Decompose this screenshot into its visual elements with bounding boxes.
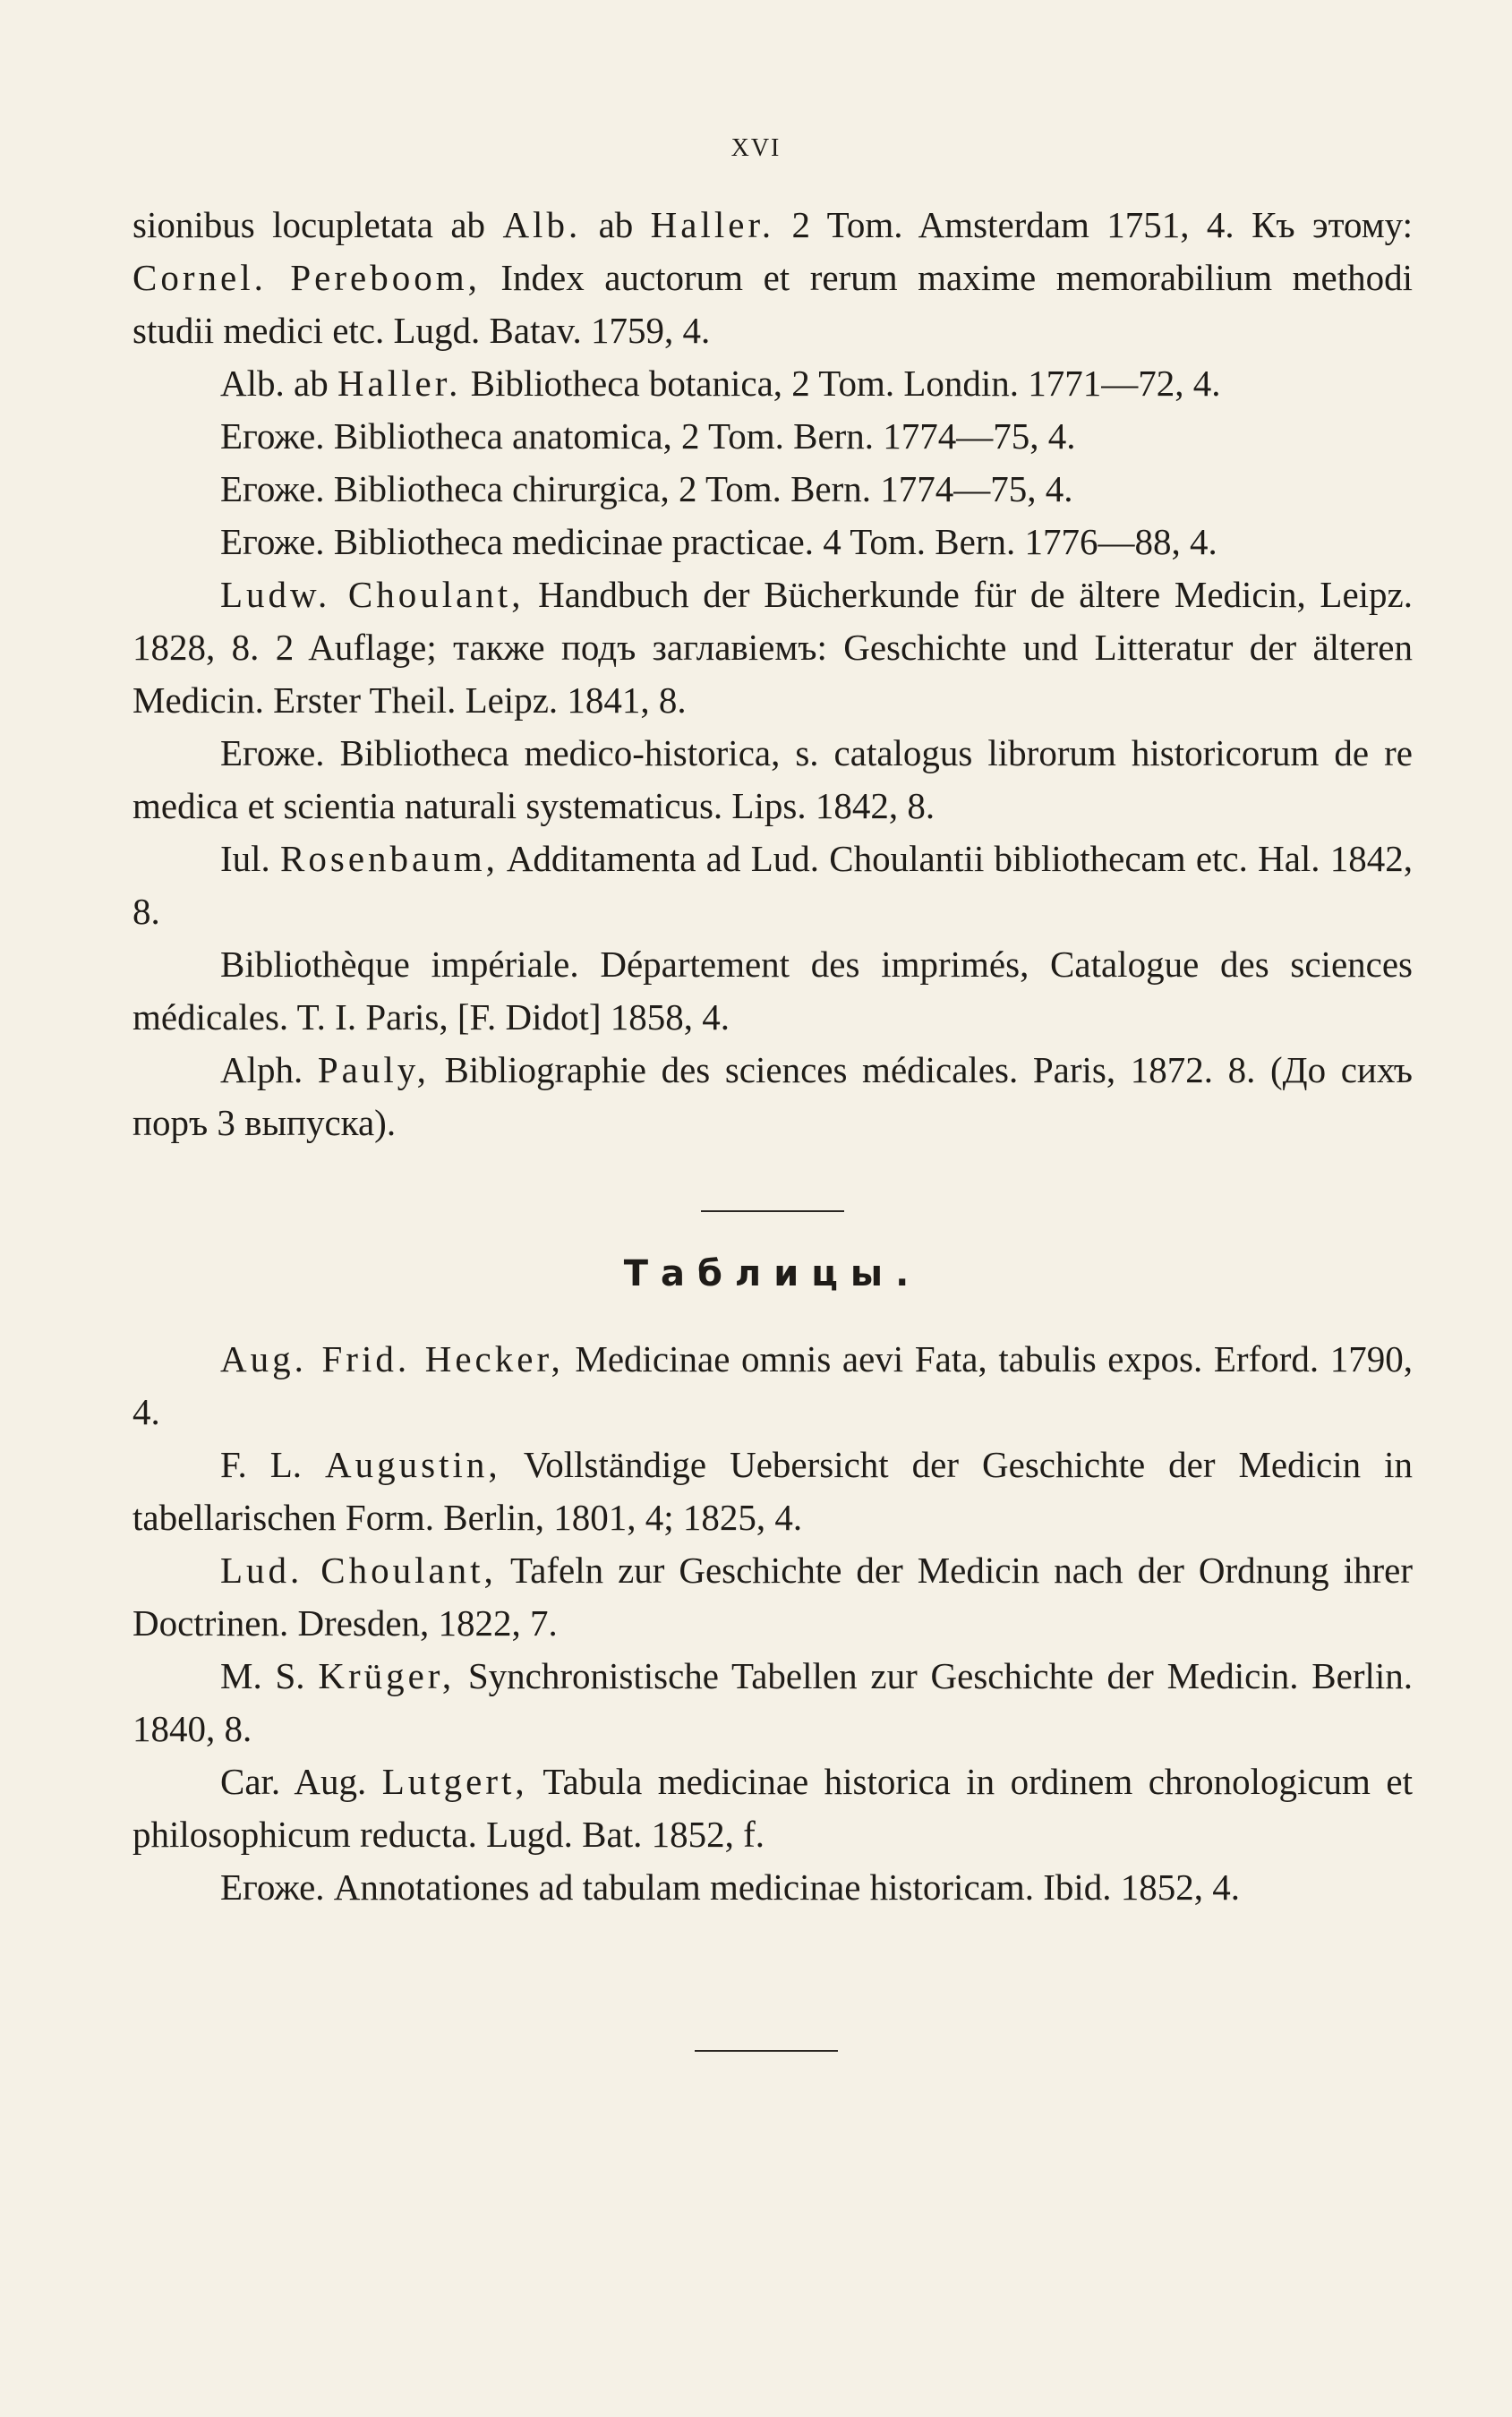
page-body: [132, 199, 1413, 1914]
entry-text: Additamenta ad Lud. Choulantii bibliothecam etc. Hal. 1842, 8.: [132, 838, 1413, 932]
bibliography-entry: [132, 1439, 1413, 1544]
entry-text: Alph.: [220, 1049, 318, 1090]
author-name: Alb.: [502, 204, 582, 245]
entry-text: Car. Aug.: [220, 1761, 382, 1802]
bibliography-entry: [132, 1544, 1413, 1650]
end-divider: [695, 2050, 838, 2052]
entry-text: Егоже. Bibliotheca medicinae practicae. 4 Tom. Bern. 1776—88, 4.: [220, 521, 1217, 562]
section-divider: [701, 1210, 844, 1212]
entry-text: 2 Tom. Amsterdam 1751, 4. Къ этому:: [774, 204, 1413, 245]
entry-text: Егоже. Bibliotheca medico-historica, s. catalogus librorum historicorum de re medica et scientia naturali systematicus. Lips. 1842, 8.: [132, 732, 1413, 826]
entry-text: Tafeln zur Geschichte der Medicin nach der Ordnung ihrer Doctrinen. Dresden, 1822, 7.: [132, 1550, 1413, 1644]
section-title: Таблицы.: [623, 1253, 922, 1294]
entry-text: ab: [581, 204, 651, 245]
bibliography-entry: [132, 1861, 1413, 1914]
entry-text: Егоже. Bibliotheca chirurgica, 2 Tom. Bern. 1774—75, 4.: [220, 468, 1073, 509]
author-name: Lud. Choulant,: [220, 1550, 497, 1591]
bibliography-entry: [132, 1755, 1413, 1861]
bibliography-entry: [132, 938, 1413, 1044]
bibliography-entry: [132, 357, 1413, 410]
bibliography-entry: [132, 833, 1413, 938]
bibliography-entry: [132, 568, 1413, 727]
entry-text: Bibliotheca botanica, 2 Tom. Londin. 1771—72, 4.: [461, 363, 1221, 404]
entry-text: F. L.: [220, 1444, 326, 1485]
entry-text: Handbuch der Bücherkunde für de ältere Medicin, Leipz. 1828, 8. 2 Auflage; также подъ заглавіемъ: Geschichte und Litteratur der älteren Medicin. Erster Theil. Leipz. 1841, 8.: [132, 574, 1413, 721]
author-name: Augustin,: [325, 1444, 501, 1485]
entry-text: Bibliothèque impériale. Département des imprimés, Catalogue des sciences médicales. T. I. Paris, [F. Didot] 1858, 4.: [132, 944, 1413, 1038]
entry-text: sionibus locupletata ab: [132, 204, 503, 245]
author-name: Haller.: [337, 363, 462, 404]
entry-text: Vollständige Uebersicht der Geschichte der Medicin in tabellarischen Form. Berlin, 1801, 4; 1825, 4.: [132, 1444, 1413, 1538]
bibliography-entry: [132, 516, 1413, 568]
author-name: Krüger,: [318, 1655, 456, 1696]
bibliography-entry: [132, 463, 1413, 516]
author-name: Ludw. Choulant,: [220, 574, 525, 615]
entry-text: Synchronistische Tabellen zur Geschichte der Medicin. Berlin. 1840, 8.: [132, 1655, 1413, 1749]
author-name: Haller.: [650, 204, 775, 245]
bibliography-entry: [132, 199, 1413, 357]
author-name: Aug. Frid. Hecker,: [220, 1338, 564, 1379]
entry-text: Егоже. Bibliotheca anatomica, 2 Tom. Bern. 1774—75, 4.: [220, 415, 1076, 457]
author-name: Lutgert,: [381, 1761, 528, 1802]
author-name: Rosenbaum,: [280, 838, 499, 879]
page-number: XVI: [730, 134, 782, 162]
bibliography-entry: [132, 410, 1413, 463]
bibliography-section: [132, 199, 1413, 1149]
entry-text: Iul.: [220, 838, 281, 879]
bibliography-entry: [132, 1333, 1413, 1439]
bibliography-entry: [132, 727, 1413, 833]
entry-text: Index auctorum et rerum maxime memorabilium methodi studii medici etc. Lugd. Batav. 1759, 4.: [132, 257, 1413, 351]
entry-text: M. S.: [220, 1655, 319, 1696]
entry-text: Bibliographie des sciences médicales. Paris, 1872. 8. (До сихъ поръ 3 выпуска).: [132, 1049, 1413, 1143]
entry-text: Medicinae omnis aevi Fata, tabulis expos. Erford. 1790, 4.: [132, 1338, 1413, 1432]
entry-text: Tabula medicinae historica in ordinem chronologicum et philosophicum reducta. Lugd. Bat. 1852, f.: [132, 1761, 1413, 1855]
entry-text: Alb. ab: [220, 363, 337, 404]
author-name: Pauly,: [317, 1049, 430, 1090]
bibliography-entry: [132, 1044, 1413, 1149]
entry-text: Егоже. Annotationes ad tabulam medicinae historicam. Ibid. 1852, 4.: [220, 1866, 1241, 1908]
author-name: Cornel. Pereboom,: [132, 257, 481, 298]
bibliography-entry: [132, 1650, 1413, 1755]
tables-section: [132, 1333, 1413, 1914]
